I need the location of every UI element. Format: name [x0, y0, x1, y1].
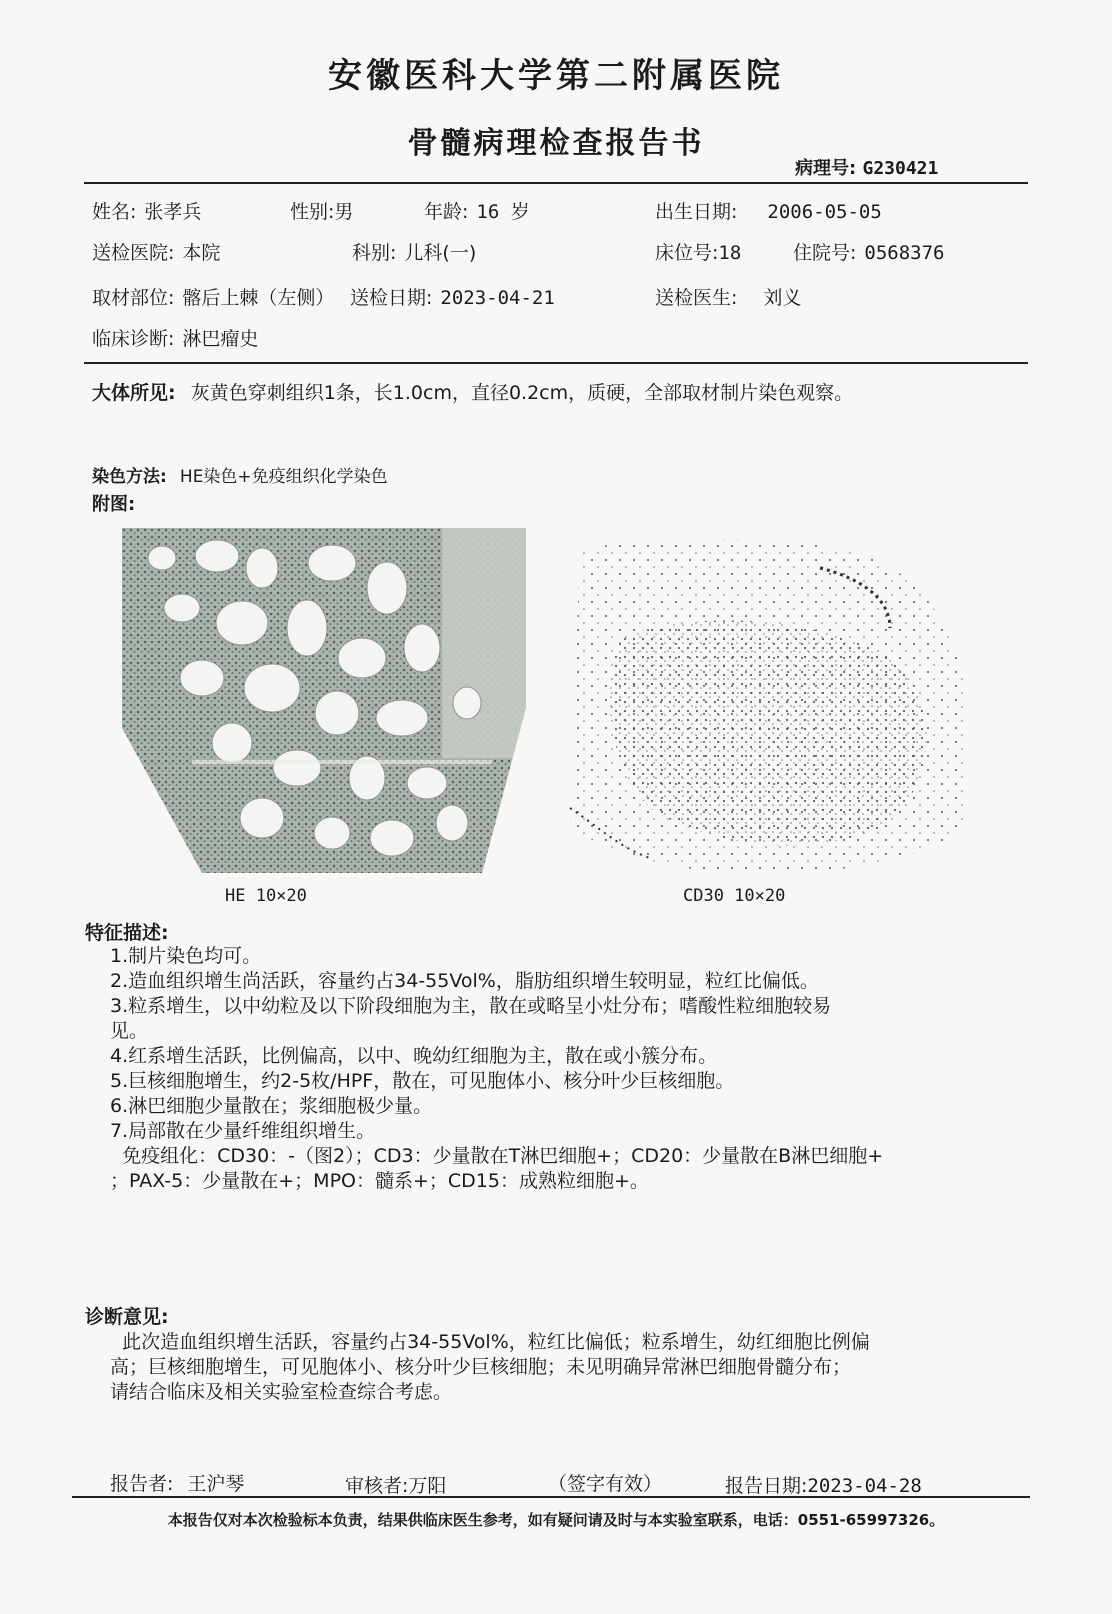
stain-label: 染色方法:	[92, 467, 167, 487]
reporter	[110, 1469, 244, 1496]
send-date-label: 送检日期:	[350, 287, 433, 309]
site-label: 取材部位:	[92, 287, 175, 309]
field-admission	[793, 238, 944, 265]
hospital-name: 安徽医科大学第二附属医院	[328, 56, 784, 96]
diagnosis-label: 诊断意见:	[85, 1306, 169, 1328]
hospital-value: 本院	[182, 242, 221, 264]
send-date-value: 2023-04-21	[440, 287, 555, 309]
reviewer	[345, 1471, 446, 1498]
dob-label: 出生日期:	[655, 201, 738, 223]
field-bed	[655, 238, 741, 265]
he-micrograph	[122, 528, 526, 873]
bed-label: 床位号:	[655, 242, 719, 264]
field-dob	[655, 197, 882, 224]
pathology-number-value: G230421	[862, 158, 939, 179]
footer-disclaimer: 本报告仅对本次检验标本负责，结果供临床医生参考，如有疑问请及时与本实验室联系，电话：0551-65997326。	[167, 1511, 945, 1529]
age-value: 16 岁	[476, 201, 530, 223]
name-label: 姓名:	[92, 201, 137, 223]
cd30-caption: CD30 10×20	[683, 886, 786, 906]
figures-label: 附图:	[92, 494, 136, 515]
diagnosis-text	[110, 1330, 990, 1405]
pathology-number	[795, 154, 938, 180]
features-list	[110, 944, 990, 1194]
report-date	[725, 1471, 922, 1498]
field-site	[92, 283, 334, 310]
field-dept	[352, 238, 476, 265]
stain-section	[92, 462, 388, 487]
field-hospital	[92, 238, 220, 265]
features-label: 特征描述:	[85, 922, 169, 944]
feature-line: 见。	[110, 1020, 149, 1042]
age-label: 年龄:	[424, 201, 469, 223]
dept-value: 儿科(一)	[404, 242, 477, 264]
diagnosis-line: 高；巨核细胞增生，可见胞体小、核分叶少巨核细胞；未见明确异常淋巴细胞骨髓分布；	[110, 1356, 852, 1378]
reviewer-value: 万阳	[408, 1475, 447, 1497]
field-name	[92, 197, 201, 224]
header-divider	[84, 182, 1028, 184]
reporter-label: 报告者:	[110, 1473, 174, 1495]
field-sex	[290, 197, 353, 224]
feature-line: 3.粒系增生，以中幼粒及以下阶段细胞为主，散在或略呈小灶分布；嗜酸性粒细胞较易	[110, 995, 832, 1017]
clinical-label: 临床诊断:	[92, 328, 175, 350]
diagnosis-line: 此次造血组织增生活跃，容量约占34-55Vol%，粒红比偏低；粒系增生，幼红细胞比例偏	[110, 1331, 870, 1353]
gross-section	[92, 378, 853, 405]
feature-line: 7.局部散在少量纤维组织增生。	[110, 1120, 376, 1142]
feature-line: 2.造血组织增生尚活跃，容量约占34-55Vol%，脂肪组织增生较明显，粒红比偏低。	[110, 970, 819, 992]
sex-value: 男	[334, 201, 354, 223]
dept-label: 科别:	[352, 242, 397, 264]
feature-line: 免疫组化：CD30：-（图2）；CD3：少量散在T淋巴细胞+；CD20：少量散在B淋巴细胞+	[110, 1145, 884, 1167]
feature-line: 6.淋巴细胞少量散在；浆细胞极少量。	[110, 1095, 433, 1117]
he-caption: HE 10×20	[225, 886, 307, 906]
gross-text: 灰黄色穿刺组织1条，长1.0cm，直径0.2cm，质硬，全部取材制片染色观察。	[190, 382, 854, 404]
reporter-value: 王沪琴	[187, 1473, 245, 1495]
footer-divider	[72, 1496, 1030, 1498]
dob-value: 2006-05-05	[767, 201, 882, 223]
admission-value: 0568376	[864, 242, 945, 264]
report-date-label: 报告日期:	[725, 1475, 808, 1497]
field-send-date	[350, 283, 555, 310]
feature-line: 5.巨核细胞增生，约2-5枚/HPF，散在，可见胞体小、核分叶少巨核细胞。	[110, 1070, 735, 1092]
feature-line: 1.制片染色均可。	[110, 945, 262, 967]
stain-text: HE染色+免疫组织化学染色	[179, 467, 388, 487]
gross-label: 大体所见:	[92, 382, 176, 404]
bed-value: 18	[718, 242, 742, 264]
signature-note: （签字有效）	[548, 1473, 663, 1495]
doctor-value: 刘义	[763, 287, 802, 309]
doctor-label: 送检医生:	[655, 287, 738, 309]
pathology-number-label: 病理号:	[795, 158, 857, 179]
site-value: 髂后上棘（左侧）	[182, 287, 335, 309]
sex-label: 性别:	[290, 201, 335, 223]
cd30-micrograph-drawing	[560, 528, 968, 873]
he-micrograph-drawing	[122, 528, 526, 873]
clinical-value: 淋巴瘤史	[182, 328, 259, 350]
hospital-label: 送检医院:	[92, 242, 175, 264]
field-age	[424, 197, 530, 224]
report-title: 骨髓病理检查报告书	[407, 126, 705, 161]
report-date-value: 2023-04-28	[807, 1475, 922, 1497]
cd30-micrograph	[560, 528, 968, 873]
admission-label: 住院号:	[793, 242, 857, 264]
reviewer-label: 审核者:	[345, 1475, 409, 1497]
field-clinical	[92, 324, 258, 351]
name-value: 张孝兵	[144, 201, 202, 223]
feature-line: 4.红系增生活跃，比例偏高，以中、晚幼红细胞为主，散在或小簇分布。	[110, 1045, 718, 1067]
diagnosis-line: 请结合临床及相关实验室检查综合考虑。	[110, 1381, 453, 1403]
feature-line: ；PAX-5：少量散在+；MPO：髓系+；CD15：成熟粒细胞+。	[110, 1170, 649, 1192]
field-doctor	[655, 283, 801, 310]
info-divider	[84, 362, 1028, 364]
